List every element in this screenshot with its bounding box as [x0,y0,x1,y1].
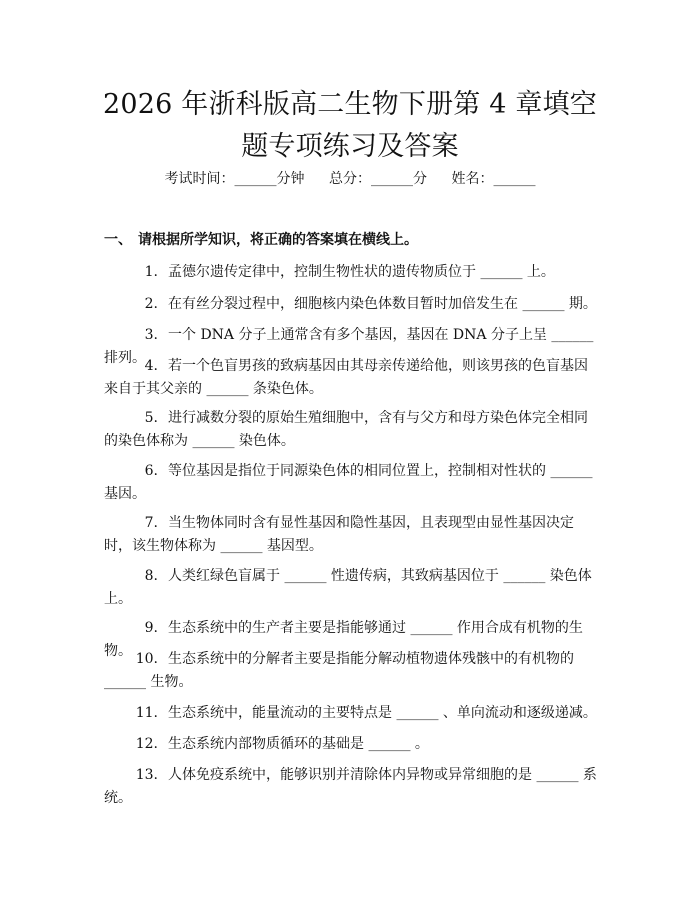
question-number: 5. [144,410,158,426]
total-score-field: 总分：______分 [329,171,427,187]
question-text: 一个 DNA 分子上通常含有多个基因，基因在 DNA 分子上呈 ______ 排列。 [104,327,594,366]
exam-time-field: 考试时间：______分钟 [164,171,305,187]
question-item [104,702,600,725]
section-instruction: 请根据所学知识，将正确的答案填在横线上。 [138,232,418,248]
question-number: 13. [135,767,158,783]
question-text: 进行减数分裂的原始生殖细胞中，含有与父方和母方染色体完全相同的染色体称为 ______ 染色体。 [104,410,588,449]
question-text: 生态系统内部物质循环的基础是 ______ 。 [168,736,429,752]
document-title: 2026 年浙科版高二生物下册第 4 章填空题专项练习及答案 [102,89,598,162]
question-item [104,512,600,558]
question-text: 在有丝分裂过程中，细胞核内染色体数目暂时加倍发生在 ______ 期。 [168,296,597,312]
question-text: 人体免疫系统中，能够识别并清除体内异物或异常细胞的是 ______ 系统。 [104,767,597,806]
question-item [104,261,600,284]
question-number: 11. [135,705,158,721]
question-item [104,733,600,756]
section-number: 一、 [104,232,132,248]
section-heading [104,229,418,249]
question-number: 7. [144,515,158,531]
exam-meta [0,168,700,188]
question-item [104,460,600,506]
question-number: 4. [144,358,158,374]
question-text: 生态系统中的分解者主要是指能分解动植物遗体残骸中的有机物的 ______ 生物。 [104,651,574,690]
question-text: 生态系统中的生产者主要是指能够通过 ______ 作用合成有机物的生物。 [104,620,583,659]
question-number: 6. [144,463,158,479]
question-item [104,293,600,316]
question-number: 8. [144,568,158,584]
question-text: 当生物体同时含有显性基因和隐性基因，且表现型由显性基因决定时，该生物体称为 ______ 基因型。 [104,515,574,554]
question-text: 等位基因是指位于同源染色体的相同位置上，控制相对性状的 ______ 基因。 [104,463,593,502]
question-text: 若一个色盲男孩的致病基因由其母亲传递给他，则该男孩的色盲基因来自于其父亲的 ______ 条染色体。 [104,358,588,397]
question-number: 2. [144,296,158,312]
question-number: 10. [135,651,158,667]
question-item [104,565,600,611]
question-item [104,355,600,401]
question-item [104,407,600,453]
question-number: 3. [144,327,158,343]
question-number: 12. [135,736,158,752]
question-text: 人类红绿色盲属于 ______ 性遗传病，其致病基因位于 ______ 染色体上。 [104,568,592,607]
question-item [104,648,600,694]
question-number: 1. [144,264,158,280]
question-item [104,764,600,810]
question-text: 生态系统中，能量流动的主要特点是 ______ 、单向流动和逐级递减。 [168,705,597,721]
question-number: 9. [144,620,158,636]
question-text: 孟德尔遗传定律中，控制生物性状的遗传物质位于 ______ 上。 [168,264,555,280]
student-name-field: 姓名：______ [451,171,536,187]
